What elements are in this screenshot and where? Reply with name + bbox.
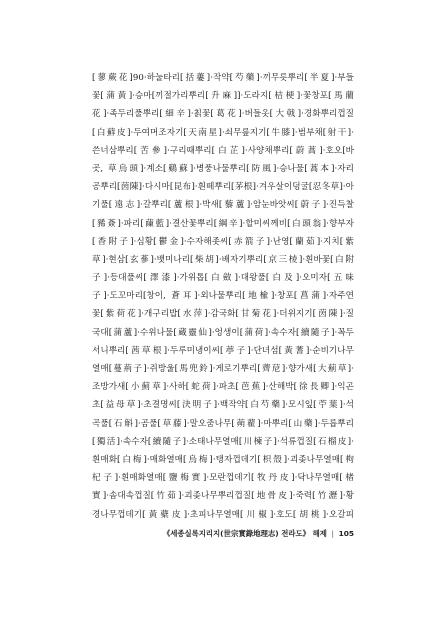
page-number: 105	[338, 529, 354, 538]
text-line: 흰매화[白梅]·매화열매[烏梅]·탱자껍데기[枳殼]·괴좆나무열매[枸	[92, 454, 354, 465]
text-line: [獨活]·속수자[續隨子]·소태나무열매[川楝子]·석류껍질[石榴皮]·	[92, 436, 354, 447]
text-line: 서니뿌리[茜草根]·두루미냉이씨[葶子]·단녀섬[黃蓍]·순비기나무	[92, 345, 354, 356]
text-line: 草]·현삼[玄蔘]·뱃미나리[柴胡]·배자기뿌리[京三棱]·흰바꽃[白附	[92, 254, 354, 265]
text-line: [白蘚皮]·두여머조자기[天南星]·쇠무릎지기[牛膝]·범부채[射干]·	[92, 127, 354, 138]
text-line: 기풀[遠志]·갈뿌리[蘆根]·박새[藜蘆]·암눈바앗씨[蔚子]·진득찰	[92, 200, 354, 211]
text-line: 국대[蒲蘆]·수위나물[蔵靈仙]·엉생이[蒲荷]·속수자[續隨子]·꼭두	[92, 327, 354, 338]
text-line: 조방가새[小薊草]·사하[蛇荷]·파초[芭蕉]·산해박[徐長卿]·익곤	[92, 382, 354, 393]
footer-separator: |	[331, 529, 334, 538]
text-line: [香附子]·심황[鬱金]·수자해좃씨[赤箭子]·난영[蘭茹]·지치[紫	[92, 236, 354, 247]
text-line: [蓼蕨花]90·하눌타리[括蔞]·작약[芍藥]·끼무릇뿌리[半夏]·부들	[92, 73, 354, 83]
text-line: 꽃[紫荷花]·개구리밥[水萍]·감국화[甘菊花]·더위지기[茵陳]·질	[92, 309, 354, 320]
text-line: 경나무껍데기[黃蘗皮]·초피나무열매[川椒]·호도[胡桃]·오갈피	[92, 509, 354, 520]
body-text	[92, 69, 354, 524]
text-line: 꽃[蒲黃]·승마[끼절가리뿌리[升麻]]·도라지[桔梗]·꽃창포[馬藺	[92, 91, 354, 102]
text-line: 열매[蔓荊子]·쥐방울[馬兜鈴]·게로기뿌리[薺苨]·향가새[大薊草]·	[92, 364, 354, 374]
text-line: 花]·족두리풀뿌리[細辛]·칡꽃[葛花]·버들옷[大戟]·경화뿌리껍질	[92, 109, 354, 120]
text-line: [豨薟]·파리[蔯藍]·결산꽃뿌리[綱辛]·할미씨께비[白頭翁]·향부자	[92, 218, 354, 229]
text-line: 공뿌리[茵陳]·다시마[昆布]·흰떼뿌리[茅根]·겨우살이덩굴[忍冬草]·아	[92, 182, 354, 193]
text-line: 子]·등대풀씨[澤漆]·가위톱[白斂]·대왕풀[白及]·오미자[五味	[92, 273, 354, 284]
text-line: 實]·솜대속껍질[竹茹]·괴좆나무뿌리껍질[地骨皮]·죽력[竹瀝]·황	[92, 491, 354, 502]
text-line: 곡풀[石斛]·곰풀[草藤]·말오줌나무[蒴藋]·마뿌리[山藥]·두릅뿌리	[92, 418, 354, 429]
text-line: 초[益母草]·초결명씨[決明子]·백작약[白芍藥]·모시잎[苧葉]·석	[92, 400, 354, 411]
text-line: 杞子]·흰매화열매[鹽梅實]·모란껍데기[牧丹皮]·닥나무열매[楮	[92, 473, 354, 484]
text-line: 곳, 草烏頭]·계소[鷄蘇]·병풍나물뿌리[防風]·승나물[蒿本]·자리	[92, 163, 354, 174]
text-line: 子]·도꼬마리[창이, 蒼耳]·외나물뿌리[地楡]·창포[菖蒲]·자주연	[92, 291, 354, 302]
page-footer	[92, 528, 354, 539]
text-line: 쓴너삼뿌리[苦參]·구리때뿌리[白芷]·사양채뿌리[蔚蒿]·호오[바	[92, 145, 354, 156]
running-title: 《세종실록지리지(世宗實錄地理志) 전라도》 해제	[162, 529, 327, 538]
